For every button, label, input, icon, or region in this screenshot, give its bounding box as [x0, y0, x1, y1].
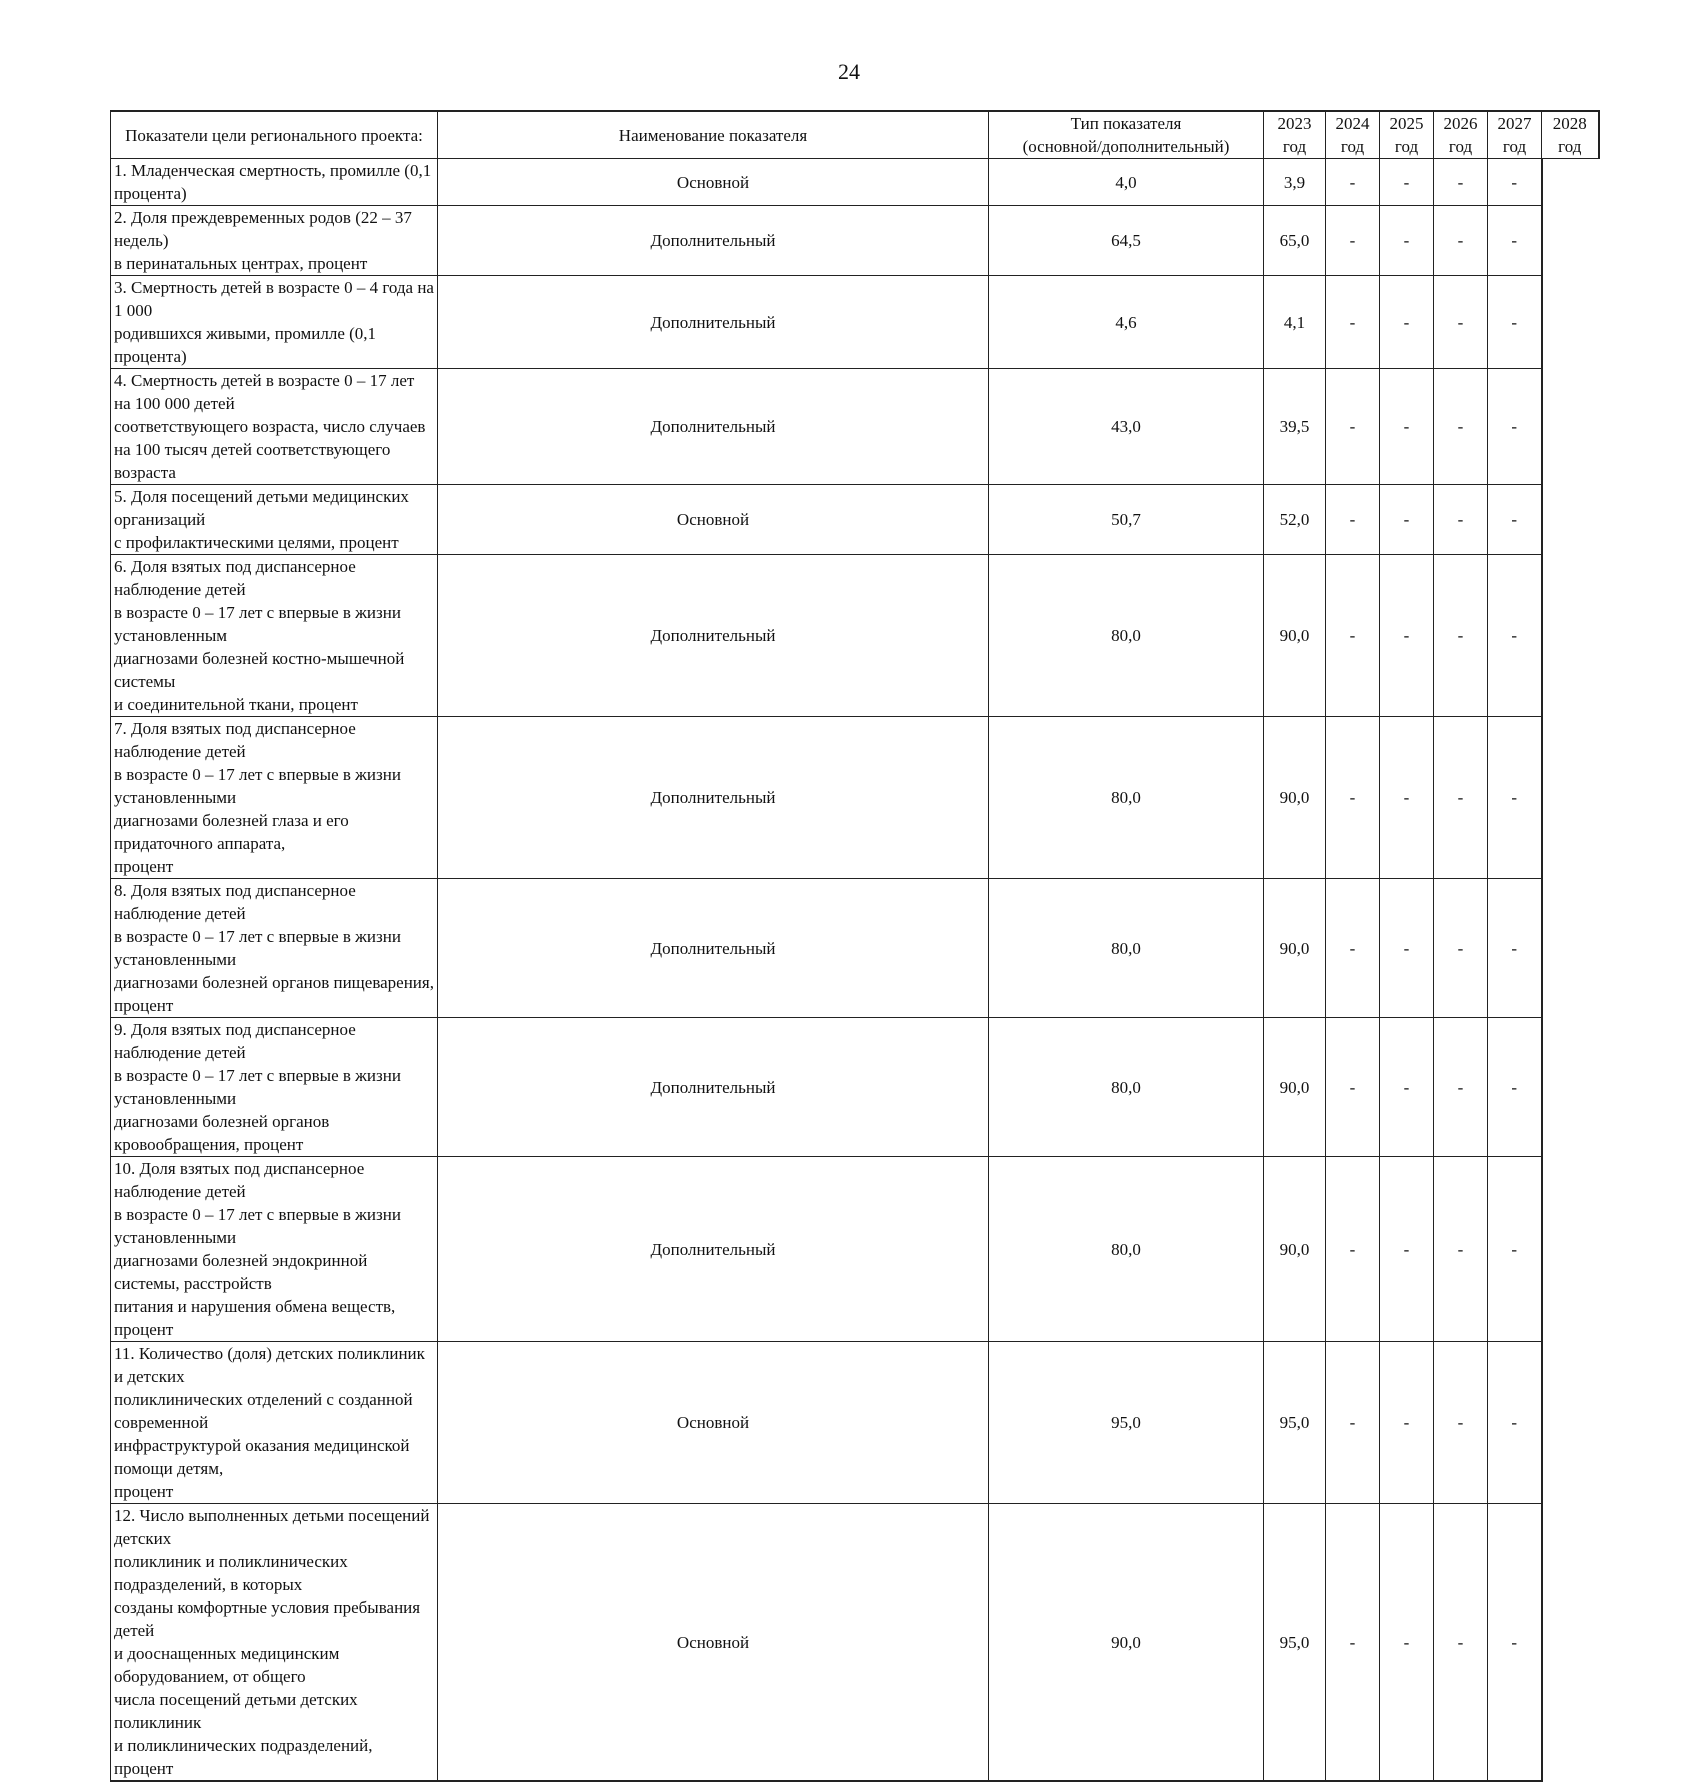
indicator-name-line: питания и нарушения обмена веществ, процент: [114, 1297, 396, 1339]
indicator-type: Основной: [438, 485, 989, 555]
table-row: [111, 717, 1599, 879]
indicator-value: -: [1488, 1504, 1542, 1782]
indicator-value: -: [1380, 1342, 1434, 1504]
indicator-value: 80,0: [989, 1018, 1264, 1157]
indicator-value: 80,0: [989, 717, 1264, 879]
indicator-value: -: [1434, 555, 1488, 717]
indicator-name-line: соответствующего возраста, число случаев: [114, 417, 426, 436]
header-year-value: 2028: [1552, 114, 1587, 133]
indicator-value: 39,5: [1264, 369, 1326, 485]
indicator-name-line: диагнозами болезней органов пищеварения, процент: [114, 973, 434, 1015]
indicator-value: -: [1434, 1342, 1488, 1504]
indicator-value: -: [1488, 879, 1542, 1018]
indicator-value: 90,0: [1264, 1018, 1326, 1157]
header-year-unit: год: [1502, 137, 1527, 156]
indicator-value: -: [1488, 369, 1542, 485]
header-year-unit: год: [1340, 137, 1365, 156]
indicator-value: 80,0: [989, 1157, 1264, 1342]
header-year-unit: год: [1394, 137, 1419, 156]
indicator-value: -: [1488, 206, 1542, 276]
table-row: [111, 1157, 1599, 1342]
indicator-value: -: [1380, 879, 1434, 1018]
indicator-type: Дополнительный: [438, 1157, 989, 1342]
indicator-value: 95,0: [989, 1342, 1264, 1504]
indicator-value: 90,0: [1264, 717, 1326, 879]
indicator-name-line: 7. Доля взятых под диспансерное наблюдение детей: [114, 719, 356, 761]
indicator-name: [111, 1504, 438, 1782]
indicator-value: -: [1488, 1018, 1542, 1157]
indicator-value: 90,0: [989, 1504, 1264, 1782]
indicator-name-line: 10. Доля взятых под диспансерное наблюдение детей: [114, 1159, 365, 1201]
table-row: [111, 555, 1599, 717]
indicator-name-line: 1. Младенческая смертность, промилле (0,1 процента): [114, 161, 432, 203]
indicator-value: -: [1488, 485, 1542, 555]
indicator-value: 64,5: [989, 206, 1264, 276]
indicator-type: Дополнительный: [438, 879, 989, 1018]
indicator-value: -: [1488, 1157, 1542, 1342]
indicator-value: -: [1326, 555, 1380, 717]
header-row: [111, 111, 1599, 159]
indicator-value: -: [1488, 1342, 1542, 1504]
indicator-value: -: [1326, 369, 1380, 485]
header-year-value: 2024: [1335, 114, 1370, 133]
indicator-name-line: 5. Доля посещений детьми медицинских организаций: [114, 487, 409, 529]
indicator-rows: [111, 159, 1599, 1782]
indicator-value: -: [1434, 879, 1488, 1018]
indicator-type: Основной: [438, 1342, 989, 1504]
indicator-name-line: диагнозами болезней эндокринной системы, расстройств: [114, 1251, 368, 1293]
table-row: [111, 206, 1599, 276]
indicator-value: -: [1326, 879, 1380, 1018]
indicator-name: [111, 369, 438, 485]
indicator-name-line: на 100 тысяч детей соответствующего возраста: [114, 440, 391, 482]
indicator-value: -: [1488, 717, 1542, 879]
indicator-value: -: [1434, 369, 1488, 485]
indicator-name: [111, 1018, 438, 1157]
header-year-unit: год: [1448, 137, 1473, 156]
header-year-value: 2025: [1389, 114, 1424, 133]
header-type-line1: Тип показателя: [1070, 114, 1182, 133]
header-year: [1264, 111, 1326, 159]
indicator-type: Дополнительный: [438, 369, 989, 485]
indicator-value: -: [1434, 159, 1488, 206]
indicator-value: 4,6: [989, 276, 1264, 369]
indicator-name: [111, 1157, 438, 1342]
indicator-value: -: [1380, 159, 1434, 206]
indicator-value: -: [1380, 555, 1434, 717]
indicator-value: 95,0: [1264, 1504, 1326, 1782]
indicator-name-line: 2. Доля преждевременных родов (22 – 37 недель): [114, 208, 412, 250]
indicator-name-line: диагнозами болезней костно-мышечной системы: [114, 649, 405, 691]
header-year: [1380, 111, 1434, 159]
goal-label: Показатели цели регионального проекта:: [125, 125, 423, 145]
header-year-value: 2026: [1443, 114, 1478, 133]
indicator-value: 52,0: [1264, 485, 1326, 555]
indicator-value: 50,7: [989, 485, 1264, 555]
indicator-name-line: 6. Доля взятых под диспансерное наблюдение детей: [114, 557, 356, 599]
indicator-type: Основной: [438, 1504, 989, 1782]
table-row: [111, 485, 1599, 555]
indicator-name-line: в перинатальных центрах, процент: [114, 254, 368, 273]
indicator-value: 4,1: [1264, 276, 1326, 369]
indicator-value: -: [1434, 717, 1488, 879]
indicator-value: 4,0: [989, 159, 1264, 206]
indicator-value: -: [1488, 159, 1542, 206]
indicator-type: Дополнительный: [438, 1018, 989, 1157]
indicator-name-line: инфраструктурой оказания медицинской помощи детям,: [114, 1436, 410, 1478]
indicator-value: -: [1434, 1157, 1488, 1342]
indicator-value: 90,0: [1264, 1157, 1326, 1342]
indicator-value: 80,0: [989, 555, 1264, 717]
indicator-value: -: [1434, 485, 1488, 555]
indicator-value: 90,0: [1264, 555, 1326, 717]
indicator-value: -: [1380, 485, 1434, 555]
header-year: [1434, 111, 1488, 159]
indicator-value: -: [1434, 1018, 1488, 1157]
indicator-name-line: числа посещений детьми детских поликлиник: [114, 1690, 358, 1732]
header-year-value: 2027: [1497, 114, 1532, 133]
indicator-value: -: [1326, 1157, 1380, 1342]
indicator-value: 80,0: [989, 879, 1264, 1018]
table-row: [111, 879, 1599, 1018]
indicator-name: [111, 206, 438, 276]
indicator-value: -: [1380, 1157, 1434, 1342]
goal-label-cell: [111, 111, 438, 159]
indicator-value: -: [1326, 485, 1380, 555]
header-indicator-name: Наименование показателя: [438, 111, 989, 159]
indicator-name-line: 4. Смертность детей в возрасте 0 – 17 лет на 100 000 детей: [114, 371, 415, 413]
indicator-name-line: диагнозами болезней глаза и его придаточного аппарата,: [114, 811, 349, 853]
indicator-name-line: в возрасте 0 – 17 лет с впервые в жизни установленными: [114, 927, 401, 969]
indicator-name-line: процент: [114, 1482, 174, 1501]
table-row: [111, 369, 1599, 485]
indicator-value: -: [1380, 206, 1434, 276]
indicator-value: 90,0: [1264, 879, 1326, 1018]
indicator-name-line: поликлинических отделений с созданной современной: [114, 1390, 413, 1432]
indicator-name: [111, 1342, 438, 1504]
header-year: [1326, 111, 1380, 159]
indicator-name-line: и соединительной ткани, процент: [114, 695, 358, 714]
indicator-value: -: [1326, 1342, 1380, 1504]
indicator-value: -: [1380, 369, 1434, 485]
indicator-name: [111, 159, 438, 206]
indicator-name-line: в возрасте 0 – 17 лет с впервые в жизни установленными: [114, 1205, 401, 1247]
table-row: [111, 276, 1599, 369]
header-year-unit: год: [1558, 137, 1582, 156]
indicator-name-line: в возрасте 0 – 17 лет с впервые в жизни установленными: [114, 1066, 401, 1108]
indicator-value: -: [1380, 1504, 1434, 1782]
indicator-value: -: [1326, 276, 1380, 369]
indicator-value: 43,0: [989, 369, 1264, 485]
indicator-value: 3,9: [1264, 159, 1326, 206]
header-year: [1542, 111, 1599, 159]
indicator-type: Основной: [438, 159, 989, 206]
table-row: [111, 1342, 1599, 1504]
indicator-name-line: и поликлинических подразделений, процент: [114, 1736, 373, 1778]
page-number: 24: [838, 59, 860, 84]
indicator-value: -: [1434, 206, 1488, 276]
indicator-name-line: с профилактическими целями, процент: [114, 533, 399, 552]
indicator-name: [111, 717, 438, 879]
indicator-name-line: процент: [114, 857, 174, 876]
indicator-name: [111, 879, 438, 1018]
table-row: [111, 159, 1599, 206]
header-type-line2: (основной/дополнительный): [1022, 137, 1230, 156]
indicator-value: -: [1434, 1504, 1488, 1782]
indicator-name: [111, 276, 438, 369]
indicator-type: Дополнительный: [438, 555, 989, 717]
indicator-name: [111, 485, 438, 555]
indicator-name-line: родившихся живыми, промилле (0,1 процента): [114, 324, 377, 366]
indicator-type: Дополнительный: [438, 276, 989, 369]
indicator-value: -: [1380, 717, 1434, 879]
indicator-name: [111, 555, 438, 717]
indicator-value: 65,0: [1264, 206, 1326, 276]
table-row: [111, 1018, 1599, 1157]
indicator-value: 95,0: [1264, 1342, 1326, 1504]
indicator-name-line: диагнозами болезней органов кровообращения, процент: [114, 1112, 330, 1154]
indicator-value: -: [1326, 206, 1380, 276]
indicator-value: -: [1326, 1018, 1380, 1157]
indicator-name-line: 11. Количество (доля) детских поликлиник и детских: [114, 1344, 425, 1386]
indicator-value: -: [1326, 717, 1380, 879]
indicator-name-line: в возрасте 0 – 17 лет с впервые в жизни установленными: [114, 765, 401, 807]
indicator-name-line: 8. Доля взятых под диспансерное наблюдение детей: [114, 881, 356, 923]
header-year: [1488, 111, 1542, 159]
indicator-value: -: [1380, 276, 1434, 369]
indicator-type: Дополнительный: [438, 206, 989, 276]
indicator-name-line: созданы комфортные условия пребывания детей: [114, 1598, 421, 1640]
header-year-unit: год: [1282, 137, 1307, 156]
indicator-type: Дополнительный: [438, 717, 989, 879]
indicator-name-line: 12. Число выполненных детьми посещений детских: [114, 1506, 430, 1548]
indicator-value: -: [1326, 1504, 1380, 1782]
indicator-value: -: [1488, 276, 1542, 369]
indicator-name-line: в возрасте 0 – 17 лет с впервые в жизни установленным: [114, 603, 401, 645]
indicator-value: -: [1326, 159, 1380, 206]
header-year-value: 2023: [1277, 114, 1312, 133]
indicators-table: [110, 110, 1600, 1782]
indicator-value: -: [1434, 276, 1488, 369]
indicator-value: -: [1380, 1018, 1434, 1157]
indicator-name-line: 3. Смертность детей в возрасте 0 – 4 года на 1 000: [114, 278, 434, 320]
indicator-name-line: и дооснащенных медицинским оборудованием, от общего: [114, 1644, 340, 1686]
indicator-value: -: [1488, 555, 1542, 717]
indicator-name-line: 9. Доля взятых под диспансерное наблюдение детей: [114, 1020, 356, 1062]
table-row: [111, 1504, 1599, 1782]
indicator-name-line: поликлиник и поликлинических подразделений, в которых: [114, 1552, 348, 1594]
header-indicator-type: [989, 111, 1264, 159]
